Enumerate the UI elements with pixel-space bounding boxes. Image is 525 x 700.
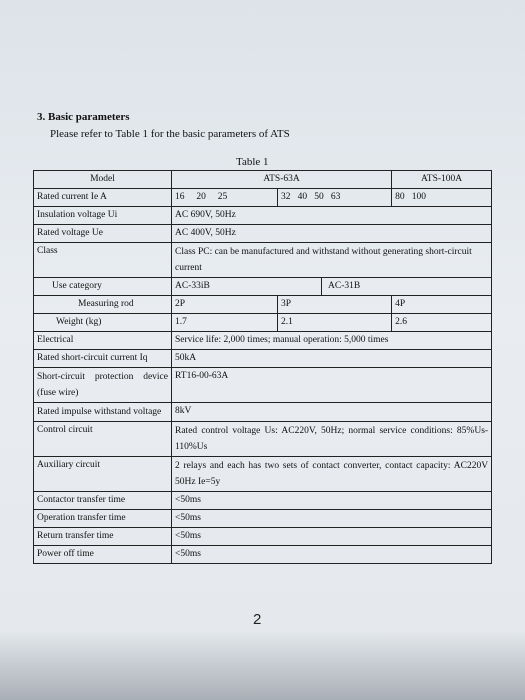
table-row-auxiliary-circuit: [34, 457, 492, 492]
cell-return-transfer-value: <50ms: [172, 528, 492, 546]
cell-weight-4p: 2.6: [392, 314, 492, 332]
table-row-rated-current: [34, 189, 492, 207]
cell-model-ats63a: ATS-63A: [172, 171, 392, 189]
cell-insulation-label: Insulation voltage Ui: [34, 207, 172, 225]
cell-use-category-a: AC-33iB: [172, 278, 322, 296]
cell-measuring-rod-label: Measuring rod: [34, 296, 172, 314]
table-row-rated-voltage: [34, 225, 492, 243]
cell-protection-device-label: Short-circuit protection device (fuse wire): [34, 368, 172, 403]
cell-model-ats100a: ATS-100A: [392, 171, 492, 189]
cell-electrical-label: Electrical: [34, 332, 172, 350]
section-heading: 3. Basic parameters: [37, 111, 130, 123]
cell-rated-current-group1: 16 20 25: [172, 189, 278, 207]
table-row-class: [34, 243, 492, 278]
table-row-short-circuit-current: [34, 350, 492, 368]
cell-impulse-voltage-label: Rated impulse withstand voltage: [34, 403, 172, 422]
cell-auxiliary-circuit-label: Auxiliary circuit: [34, 457, 172, 492]
table-row-power-off: [34, 546, 492, 564]
page-number: 2: [253, 611, 262, 628]
cell-rated-voltage-label: Rated voltage Ue: [34, 225, 172, 243]
cell-control-circuit-label: Control circuit: [34, 422, 172, 457]
table-caption: Table 1: [236, 156, 269, 168]
table-row-insulation-voltage: [34, 207, 492, 225]
cell-use-category-label: Use category: [34, 278, 172, 296]
table-row-impulse-voltage: [34, 403, 492, 422]
cell-return-transfer-label: Return transfer time: [34, 528, 172, 546]
cell-power-off-label: Power off time: [34, 546, 172, 564]
cell-rated-current-label: Rated current Ie A: [34, 189, 172, 207]
cell-short-circuit-current-value: 50kA: [172, 350, 492, 368]
cell-weight-2p: 1.7: [172, 314, 278, 332]
cell-rated-current-group3: 80 100: [392, 189, 492, 207]
cell-rated-voltage-value: AC 400V, 50Hz: [172, 225, 492, 243]
cell-impulse-voltage-value: 8kV: [172, 403, 492, 422]
cell-auxiliary-circuit-value: 2 relays and each has two sets of contact converter, contact capacity: AC220V 50Hz Ie=5y: [172, 457, 492, 492]
cell-weight-3p: 2.1: [278, 314, 392, 332]
cell-class-value: Class PC: can be manufactured and withstand without generating short-circuit current: [172, 243, 492, 278]
cell-rated-current-group2: 32 40 50 63: [278, 189, 392, 207]
table-row-electrical: [34, 332, 492, 350]
cell-measuring-rod-2p: 2P: [172, 296, 278, 314]
cell-contactor-transfer-label: Contactor transfer time: [34, 492, 172, 510]
table-row-model: [34, 171, 492, 189]
cell-weight-label: Weight (kg): [34, 314, 172, 332]
table-row-protection-device: [34, 368, 492, 403]
cell-contactor-transfer-value: <50ms: [172, 492, 492, 510]
cell-measuring-rod-4p: 4P: [392, 296, 492, 314]
cell-model-label: Model: [34, 171, 172, 189]
cell-measuring-rod-3p: 3P: [278, 296, 392, 314]
table-row-contactor-transfer: [34, 492, 492, 510]
table-row-measuring-rod: [34, 296, 492, 314]
table-row-control-circuit: [34, 422, 492, 457]
cell-class-label: Class: [34, 243, 172, 278]
page-shadow: [0, 630, 525, 700]
table-row-use-category: [34, 278, 492, 296]
cell-operation-transfer-label: Operation transfer time: [34, 510, 172, 528]
cell-use-category-b: AC-31B: [322, 278, 492, 296]
cell-operation-transfer-value: <50ms: [172, 510, 492, 528]
parameters-table: [33, 170, 492, 564]
cell-power-off-value: <50ms: [172, 546, 492, 564]
cell-short-circuit-current-label: Rated short-circuit current Iq: [34, 350, 172, 368]
cell-electrical-value: Service life: 2,000 times; manual operation: 5,000 times: [172, 332, 492, 350]
cell-control-circuit-value: Rated control voltage Us: AC220V, 50Hz; normal service conditions: 85%Us-110%Us: [172, 422, 492, 457]
cell-protection-device-value: RT16-00-63A: [172, 368, 492, 403]
table-row-return-transfer: [34, 528, 492, 546]
table-row-operation-transfer: [34, 510, 492, 528]
cell-insulation-value: AC 690V, 50Hz: [172, 207, 492, 225]
table-row-weight: [34, 314, 492, 332]
section-intro: Please refer to Table 1 for the basic parameters of ATS: [50, 128, 290, 140]
